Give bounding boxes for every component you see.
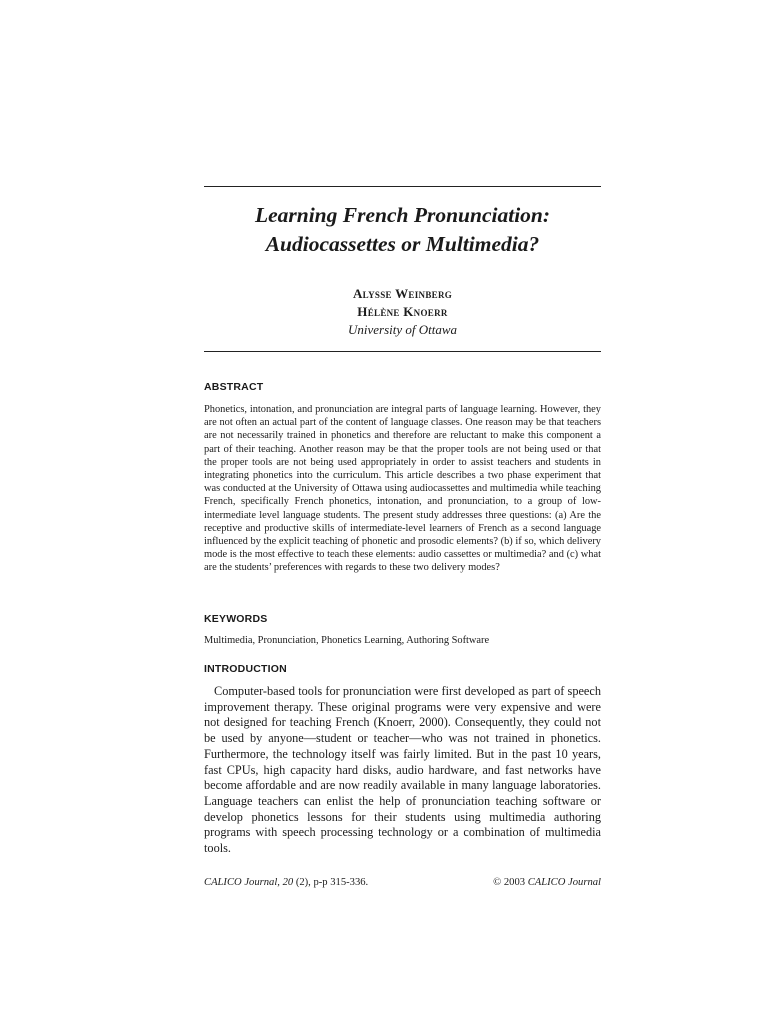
- bottom-rule: [204, 351, 601, 352]
- author-name: Alysse Weinberg: [352, 286, 453, 301]
- introduction-heading: INTRODUCTION: [204, 663, 287, 675]
- copyright-symbol: ©: [493, 877, 502, 888]
- page-footer: [204, 877, 601, 888]
- author-name: Hélène Knoerr: [357, 304, 448, 319]
- top-rule: [204, 186, 601, 187]
- author-affiliation: University of Ottawa: [347, 322, 458, 337]
- introduction-text: Computer-based tools for pronunciation were first developed as part of speech improvement therapy. These original programs were very expensive and were not designed for teaching French (Knoerr, 2000). Consequently, they could not be used by anyone—student or teacher—who was not trained in phonetics. Furthermore, the technology itself was fairly limited. But in the past 10 years, fast CPUs, high capacity hard disks, audio hardware, and fast networks have become affordable and are now readily available in many language laboratories. Language teachers can enlist the help of pronunciation teaching software or develop phonetics lessons for their students using multimedia authoring programs with speech processing technology or a combination of multimedia tools.: [204, 684, 601, 856]
- journal-name: CALICO Journal, 20: [204, 877, 294, 888]
- abstract-heading: ABSTRACT: [204, 381, 264, 393]
- article-title: [204, 201, 601, 259]
- keywords-heading: KEYWORDS: [204, 613, 268, 625]
- keywords-text: Multimedia, Pronunciation, Phonetics Learning, Authoring Software: [204, 635, 490, 646]
- copyright-year: 2003: [501, 877, 528, 888]
- author-block: [204, 285, 601, 339]
- citation-details: (2), p-p 315-336.: [293, 877, 369, 888]
- abstract-text: Phonetics, intonation, and pronunciation are integral parts of language learning. However, they are not often an actual part of the content of language classes. One reason may be that teachers are not necessarily trained in phonetics and therefore are reluctant to make this component a part of their teaching. Another reason may be that the proper tools are not being used or that the proper tools are not being used appropriately in order to assist teachers and students in integrating phonetics into the curriculum. This article describes a two phase experiment that was conducted at the University of Ottawa using audiocassettes and multimedia while teaching French, specifically French phonetics, intonation, and pronunciation, to a group of low-intermediate level language students. The present study addresses three questions: (a) Are the receptive and productive skills of intermediate-level learners of French as a second language influenced by the explicit teaching of phonetic and prosodic elements? (b) if so, which delivery mode is the most effective to teach these elements: audio cassettes or multimedia? and (c) what are the students’ preferences with regards to these two delivery modes?: [204, 404, 601, 574]
- copyright-notice: [493, 877, 601, 888]
- copyright-journal: CALICO Journal: [527, 877, 601, 888]
- journal-citation: [204, 877, 368, 888]
- title-line-1: Learning French Pronunciation:: [254, 203, 551, 227]
- title-line-2: Audiocassettes or Multimedia?: [265, 232, 540, 256]
